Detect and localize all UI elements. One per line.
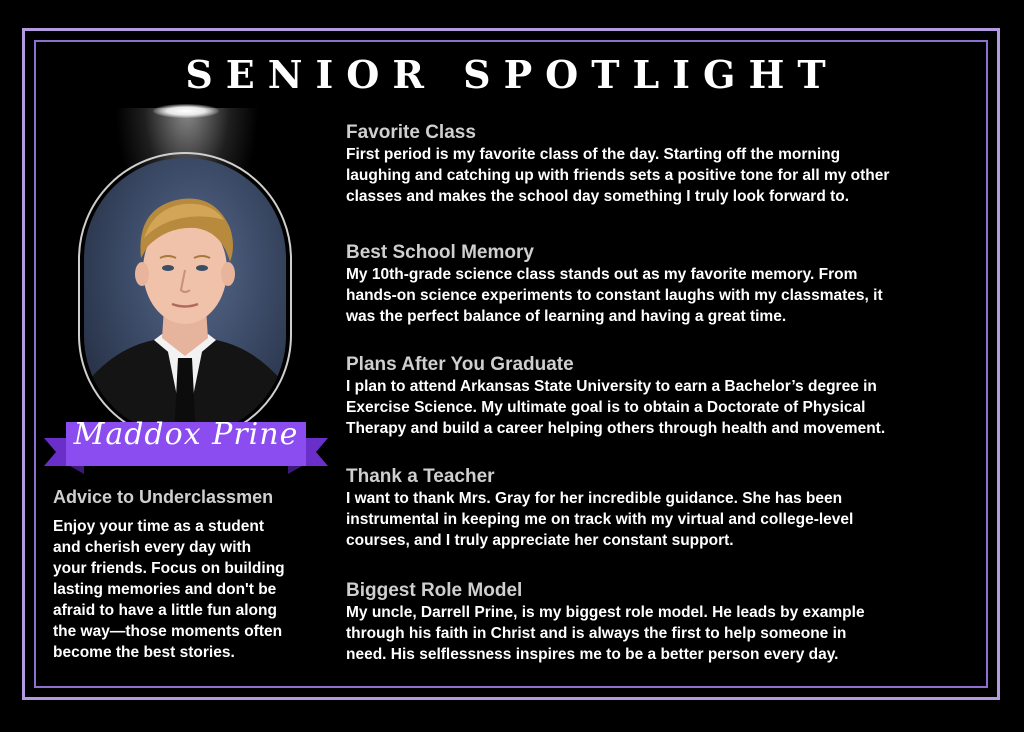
section-body <box>346 144 976 207</box>
section-line: courses, and I truly appreciate her constant support. <box>346 532 734 549</box>
section-line: I want to thank Mrs. Gray for her incredible guidance. She has been <box>346 490 843 507</box>
page-title: SENIOR SPOTLIGHT <box>185 52 839 97</box>
section-heading: Thank a Teacher <box>346 466 495 487</box>
section-body <box>346 602 976 665</box>
section-best-memory <box>346 242 976 327</box>
advice-line: your friends. Focus on building <box>53 560 285 577</box>
section-line: need. His selflessness inspires me to be a better person every day. <box>346 646 839 663</box>
spotlight-lamp-icon <box>153 104 219 118</box>
section-line: My uncle, Darrell Prine, is my biggest role model. He leads by example <box>346 604 865 621</box>
section-line: Exercise Science. My ultimate goal is to obtain a Doctorate of Physical <box>346 399 866 416</box>
section-line: classes and makes the school day something I truly look forward to. <box>346 188 850 205</box>
section-role-model <box>346 580 976 665</box>
section-favorite-class <box>346 122 976 207</box>
section-line: hands-on science experiments to constant laughs with my classmates, it <box>346 287 883 304</box>
section-line: Therapy and build a career helping others through health and movement. <box>346 420 886 437</box>
advice-heading: Advice to Underclassmen <box>53 487 274 507</box>
advice-line: Enjoy your time as a student <box>53 518 265 535</box>
advice-line: lasting memories and don't be <box>53 581 277 598</box>
section-line: I plan to attend Arkansas State University to earn a Bachelor’s degree in <box>346 378 877 395</box>
section-heading: Best School Memory <box>346 242 534 263</box>
section-line: instrumental in keeping me on track with my virtual and college-level <box>346 511 854 528</box>
section-line: First period is my favorite class of the day. Starting off the morning <box>346 146 841 163</box>
student-name: Maddox Prine <box>73 417 299 452</box>
student-portrait <box>84 158 286 436</box>
advice-line: become the best stories. <box>53 644 235 661</box>
section-heading: Favorite Class <box>346 122 476 143</box>
section-line: My 10th-grade science class stands out as my favorite memory. From <box>346 266 858 283</box>
section-body <box>346 264 976 327</box>
section-line: through his faith in Christ and is always the first to help someone in <box>346 625 847 642</box>
section-body <box>346 488 976 551</box>
advice-line: the way—those moments often <box>53 623 283 640</box>
section-body <box>346 376 976 439</box>
section-thank-teacher <box>346 466 976 551</box>
advice-text <box>53 516 325 663</box>
section-heading: Biggest Role Model <box>346 580 523 601</box>
section-line: laughing and catching up with friends sets a positive tone for all my other <box>346 167 890 184</box>
section-line: was the perfect balance of learning and having a great time. <box>346 308 787 325</box>
section-plans <box>346 354 976 439</box>
advice-line: afraid to have a little fun along <box>53 602 277 619</box>
advice-line: and cherish every day with <box>53 539 252 556</box>
section-heading: Plans After You Graduate <box>346 354 574 375</box>
